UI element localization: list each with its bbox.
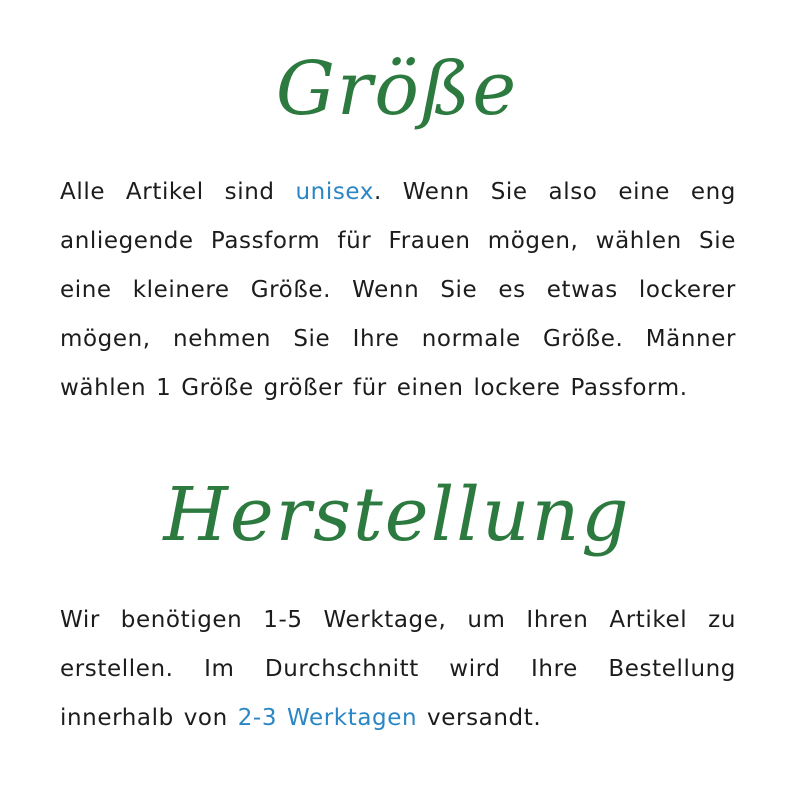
size-heading: Größe — [275, 46, 519, 132]
delivery-time-link[interactable]: 2-3 Werktagen — [237, 705, 418, 731]
production-heading: Herstellung — [163, 472, 631, 558]
production-paragraph — [60, 596, 736, 743]
size-text-intro: Alle Artikel sind — [60, 179, 296, 205]
unisex-link[interactable]: unisex — [295, 179, 374, 205]
size-paragraph — [60, 168, 736, 413]
production-text-end: versandt. — [417, 705, 542, 731]
size-text-body: . Wenn Sie also eine eng anliegende Passform für Frauen mögen, wählen Sie eine kleinere Größe. Wenn Sie es etwas lockerer mögen, nehmen Sie Ihre normale Größe. Männer wählen 1 Größe größer für einen lockere Passform. — [60, 179, 736, 401]
production-text-intro: Wir benötigen 1-5 Werktage, um Ihren Artikel zu erstellen. Im Durchschnitt wird Ihre Bestellung innerhalb von — [60, 607, 736, 731]
